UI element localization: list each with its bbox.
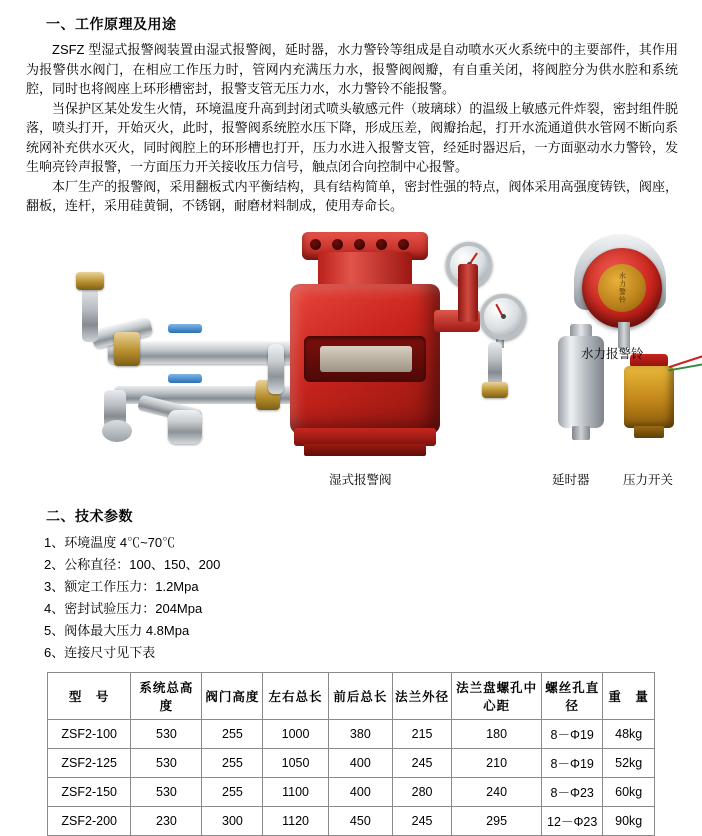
cell-valve-height: 255 [202, 719, 263, 748]
cell-lr-length: 1050 [263, 748, 328, 777]
bell-label-text: 水力警铃 [618, 271, 626, 304]
valve-right-riser [458, 264, 478, 322]
y-strainer-body [168, 410, 202, 444]
flange-bolt [376, 239, 387, 250]
principle-text-block [18, 40, 684, 216]
col-header-bolt-circle: 法兰盘螺孔中心距 [452, 672, 542, 719]
cell-valve-height: 255 [202, 777, 263, 806]
list-item: 3、额定工作压力：1.2Mpa [44, 578, 199, 594]
brass-valve-upper [114, 332, 140, 366]
table-row [48, 806, 655, 835]
pressure-gauge-lower [480, 294, 526, 340]
cell-model: ZSF2-200 [48, 806, 131, 835]
water-motor-alarm-bell [582, 248, 662, 328]
col-header-bolt-hole-dia: 螺丝孔直径 [542, 672, 603, 719]
cell-fb-length: 400 [328, 748, 392, 777]
col-header-weight: 重 量 [603, 672, 655, 719]
cell-bolt-hole-dia: 8－Φ23 [542, 777, 603, 806]
table-header-row [48, 672, 655, 719]
list-item: 6、连接尺寸见下表 [44, 644, 156, 660]
cell-bolt-circle: 240 [452, 777, 542, 806]
cell-flange-od: 245 [393, 748, 452, 777]
cell-system-height: 530 [131, 777, 202, 806]
paragraph-1: ZSFZ 型湿式报警阀装置由湿式报警阀，延时器，水力警铃等组成是自动喷水灭火系统中的主要部件，其作用为报警供水阀门，在相应工作压力时，管网内充满压力水，报警阀阀瓣，有自重关闭，将阀腔分为供水腔和系统腔，同时也将阀座上环形槽密封，报警支管无压力水，水力警铃不能报警。 [26, 42, 678, 96]
pipe-gauge-drop [488, 342, 502, 386]
brass-fitting-gauge [482, 382, 508, 398]
cell-lr-length: 1120 [263, 806, 328, 835]
flange-bolt [332, 239, 343, 250]
cell-flange-od: 245 [393, 806, 452, 835]
pressure-switch-base [634, 426, 664, 438]
section-title-principle: 一、工作原理及用途 [46, 16, 177, 32]
pipe-left-riser [82, 286, 98, 342]
list-item: 1、环境温度 4℃~70℃ [44, 534, 176, 550]
cell-fb-length: 450 [328, 806, 392, 835]
cell-weight: 52kg [603, 748, 655, 777]
col-header-lr-length: 左右总长 [263, 672, 328, 719]
cell-bolt-hole-dia: 8－Φ19 [542, 748, 603, 777]
cell-model: ZSF2-125 [48, 748, 131, 777]
bell-label-plate [598, 264, 646, 312]
cell-valve-height: 300 [202, 806, 263, 835]
cell-fb-length: 380 [328, 719, 392, 748]
valve-base [294, 428, 436, 446]
brass-fitting-top-left [76, 272, 104, 290]
cell-flange-od: 215 [393, 719, 452, 748]
cell-flange-od: 280 [393, 777, 452, 806]
handle-blue-upper [168, 324, 202, 333]
cell-lr-length: 1000 [263, 719, 328, 748]
cell-bolt-hole-dia: 8－Φ19 [542, 719, 603, 748]
cell-fb-length: 400 [328, 777, 392, 806]
table-row [48, 748, 655, 777]
list-item: 2、公称直径：100、150、200 [44, 556, 221, 572]
flange-bolt [354, 239, 365, 250]
caption-alarm-bell: 水力报警铃 [581, 346, 644, 361]
cell-weight: 48kg [603, 719, 655, 748]
list-item: 5、阀体最大压力 4.8Mpa [44, 622, 190, 638]
list-item: 4、密封试验压力：204Mpa [44, 600, 203, 616]
caption-pressure-switch: 压力开关 [623, 472, 674, 487]
gauge-hub-lower [501, 314, 506, 319]
paragraph-3: 本厂生产的报警阀，采用翻板式内平衡结构，具有结构简单，密封性强的特点，阀体采用高强度铸铁，阀座，翻板，连杆，采用硅黄铜，不锈钢，耐磨材料制成，使用寿命长。 [26, 178, 678, 213]
cell-bolt-circle: 180 [452, 719, 542, 748]
flange-bolt [398, 239, 409, 250]
cell-bolt-circle: 295 [452, 806, 542, 835]
dimensions-table [47, 672, 655, 836]
pressure-switch-body [624, 366, 674, 428]
product-figure [18, 224, 684, 492]
cell-weight: 90kg [603, 806, 655, 835]
cell-weight: 60kg [603, 777, 655, 806]
handle-blue-lower [168, 374, 202, 383]
col-header-model: 型 号 [48, 672, 131, 719]
valve-foot [304, 444, 426, 456]
caption-retarder: 延时器 [552, 472, 590, 487]
cell-system-height: 530 [131, 719, 202, 748]
col-header-system-height: 系统总高度 [131, 672, 202, 719]
cell-system-height: 530 [131, 748, 202, 777]
table-row [48, 719, 655, 748]
col-header-flange-od: 法兰外径 [393, 672, 452, 719]
cell-model: ZSF2-100 [48, 719, 131, 748]
cell-lr-length: 1100 [263, 777, 328, 806]
caption-wet-alarm-valve: 湿式报警阀 [329, 472, 392, 487]
pipe-riser-right-of-strainer [268, 344, 284, 394]
cell-valve-height: 255 [202, 748, 263, 777]
paragraph-2: 当保护区某处发生火情，环境温度升高到封闭式喷头敏感元件（玻璃球）的温级上敏感元件炸裂，密封组件脱落，喷头打开，开始灭火，此时，报警阀系统腔水压下降，形成压差，阀瓣抬起，打开水流通道供水管网不断向系统网补充供水灭火，同时阀腔上的环形槽也打开，压力水进入报警支管，经延时器迟后，一方面驱动水力警铃，发生响亮铃声报警，一方面压力开关接收压力信号，触点闭合向控制中心报警。 [26, 100, 678, 174]
cell-model: ZSF2-150 [48, 777, 131, 806]
retarder-bottom-fitting [572, 426, 590, 440]
ball-valve-left [102, 420, 132, 442]
technical-parameters-list [18, 532, 684, 664]
cell-bolt-hole-dia: 12－Φ23 [542, 806, 603, 835]
cell-bolt-circle: 210 [452, 748, 542, 777]
col-header-valve-height: 阀门高度 [202, 672, 263, 719]
table-row [48, 777, 655, 806]
col-header-fb-length: 前后总长 [328, 672, 392, 719]
cell-system-height: 230 [131, 806, 202, 835]
flange-bolt [310, 239, 321, 250]
section-title-params: 二、技术参数 [46, 507, 133, 524]
wet-alarm-valve-body [290, 284, 440, 434]
